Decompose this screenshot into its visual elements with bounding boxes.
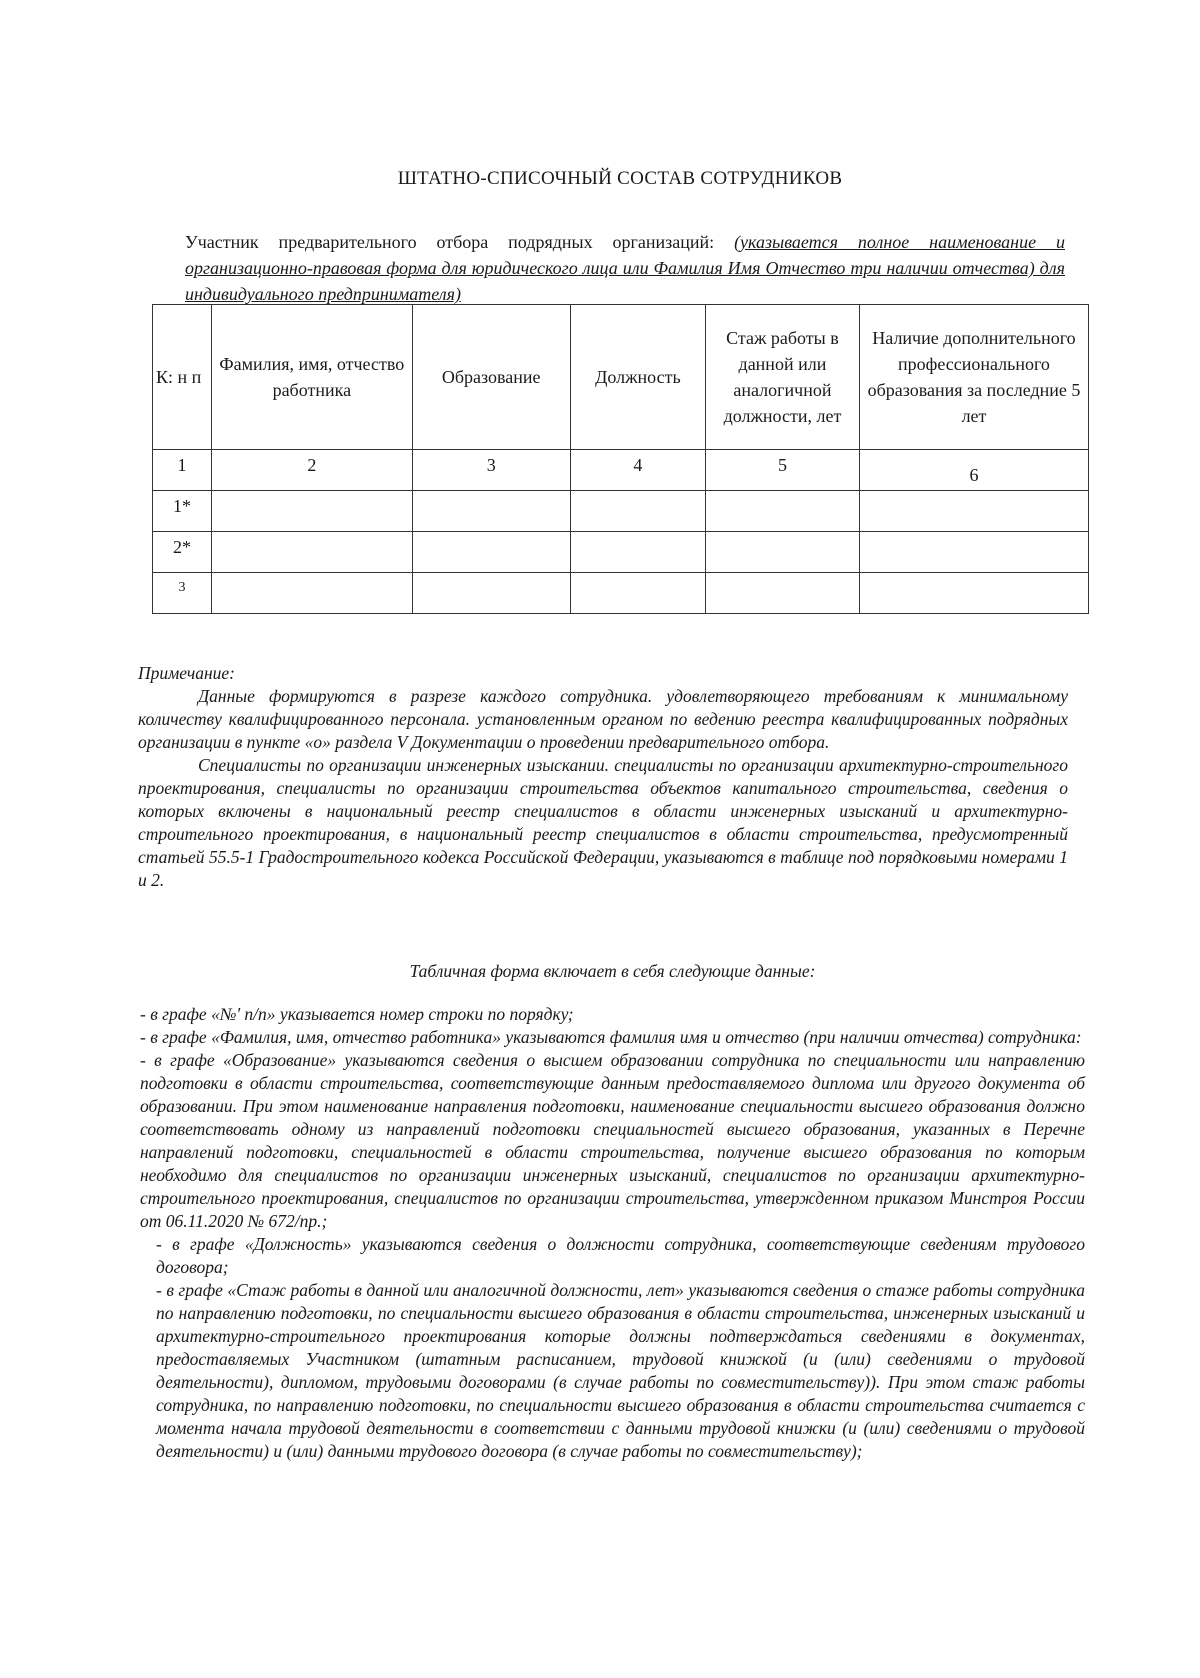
header-education: Образование (412, 305, 570, 450)
table-header-row (153, 305, 1089, 450)
column-number: 4 (570, 450, 705, 491)
cell-experience (705, 491, 859, 532)
cell-full-name (212, 532, 412, 573)
cell-full-name (212, 491, 412, 532)
cell-education (412, 532, 570, 573)
cell-additional-education (859, 532, 1088, 573)
column-numbers-row (153, 450, 1089, 491)
staff-table (152, 304, 1089, 614)
column-number: 2 (212, 450, 412, 491)
table-row (153, 573, 1089, 614)
cell-position (570, 532, 705, 573)
list-item: - в графе «Стаж работы в данной или аналогичной должности, лет» указываются сведения о стаже работы сотрудника по направлению подготовки, по специальности высшего образования в области строительства, инженерных изысканий и архитектурно-строительного проектирования которые должны подтверждаться сведениями в документах, предоставляемых Участником (штатным расписанием, трудовой книжкой (и (или) сведениями о трудовой деятельности), дипломом, трудовыми договорами (в случае работы по совместительству)). При этом стаж работы сотрудника, по направлению подготовки, по специальности высшего образования в области строительства считается с момента начала трудовой деятельности в соответствии с данными трудовой книжки (и (или) сведениями о трудовой деятельности) и (или) данными трудового договора (в случае работы по совместительству); (156, 1280, 1085, 1461)
header-number: К: н п (153, 305, 212, 450)
form-description (140, 960, 1085, 1463)
list-item: - в графе «Должность» указываются сведения о должности сотрудника, соответствующие сведениям трудового договора; (156, 1234, 1085, 1277)
list-item: - в графе «Фамилия, имя, отчество работника» указываются фамилия имя и отчество (при наличии отчества) сотрудника: (140, 1027, 1082, 1047)
cell-position (570, 573, 705, 614)
notes-paragraph: Специалисты по организации инженерных изыскании. специалисты по организации архитектурно-строительного проектирования, специалисты по организации строительства объектов капитального строительства, сведения о которых включены в национальный реестр специалистов в области инженерных изысканий и архитектурно-строительного проектирования, в национальный реестр специалистов в области строительства, предусмотренный статьей 55.5-1 Градостроительного кодекса Российской Федерации, указываются в таблице под порядковыми номерами 1 и 2. (138, 755, 1068, 890)
cell-additional-education (859, 573, 1088, 614)
row-number: 3 (153, 573, 212, 614)
participant-hint: (указывается полное наименование и организационно-правовая форма для юридического лица или Фамилия Имя Отчество три наличии отчества) для индивидуального предпринимателя) (185, 232, 1065, 304)
document-title: ШТАТНО-СПИСОЧНЫЙ СОСТАВ СОТРУДНИКОВ (397, 168, 843, 189)
header-position: Должность (570, 305, 705, 450)
column-number: 1 (153, 450, 212, 491)
notes-section (138, 662, 1068, 892)
header-full-name: Фамилия, имя, отчество работника (212, 305, 412, 450)
participant-label: Участник предварительного отбора подрядных организаций: (185, 232, 735, 252)
cell-education (412, 491, 570, 532)
column-number: 6 (859, 450, 1088, 491)
header-experience: Стаж работы в данной или аналогичной должности, лет (705, 305, 859, 450)
list-item: - в графе «Образование» указываются сведения о высшем образовании сотрудника по специальности или направлению подготовки в области строительства, соответствующие данным предоставляемого диплома или другого документа об образовании. При этом наименование направления подготовки, наименование специальности высшего образования должно соответствовать одному из направлений подготовки специальностей высшего образования, указанных в Перечне направлений подготовки, специальностей в области строительства, получение высшего образования по которым необходимо для специалистов по организации инженерных изысканий, специалистов по организации архитектурно-строительного проектирования, специалистов по организации строительства, утвержденном приказом Минстроя России от 06.11.2020 № 672/пр.; (140, 1050, 1085, 1231)
cell-additional-education (859, 491, 1088, 532)
form-description-heading: Табличная форма включает в себя следующие данные: (409, 961, 816, 981)
row-number: 2* (153, 532, 212, 573)
column-number: 5 (705, 450, 859, 491)
table-row (153, 532, 1089, 573)
cell-position (570, 491, 705, 532)
list-item: - в графе «№' п/п» указывается номер строки по порядку; (140, 1004, 574, 1024)
notes-paragraph: Данные формируются в разрезе каждого сотрудника. удовлетворяющего требованиям к минимальному количеству квалифицированного персонала. установленным органом по ведению реестра квалифицированных подрядных организации в пункте «о» раздела V Документации о проведении предварительного отбора. (138, 686, 1068, 752)
table-row (153, 491, 1089, 532)
header-additional-education: Наличие дополнительного профессионального образования за последние 5 лет (859, 305, 1088, 450)
column-number: 3 (412, 450, 570, 491)
participant-field (185, 229, 1065, 307)
notes-label: Примечание: (138, 663, 235, 683)
row-number: 1* (153, 491, 212, 532)
cell-experience (705, 573, 859, 614)
cell-full-name (212, 573, 412, 614)
cell-education (412, 573, 570, 614)
cell-experience (705, 532, 859, 573)
